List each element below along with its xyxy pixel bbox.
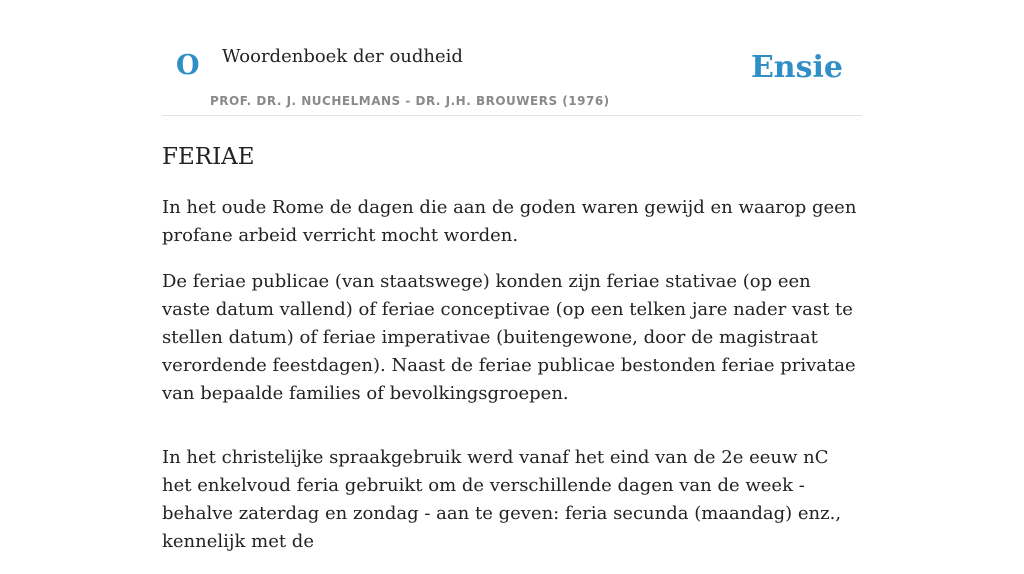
content-container [162,0,862,574]
entry-paragraph: In het christelijke spraakgebruik werd vanaf het eind van de 2e eeuw nC het enkelvoud feria gebruikt om de verschillende dagen van de week - behalve zaterdag en zondag - aan te geven: feria secunda (maandag) enz., kennelijk met de [162,446,842,552]
entry-paragraph: De feriae publicae (van staatswege) konden zijn feriae stativae (op een vaste datum vallend) of feriae conceptivae (op een telken jare nader vast te stellen datum) of feriae imperativae (buitengewone, door de magistraat verordende feestdagen). Naast de feriae publicae bestonden feriae privatae van bepaalde families of bevolkingsgroepen. [162,270,856,404]
book-authors: PROF. DR. J. NUCHELMANS - DR. J.H. BROUWERS (1976) [210,94,610,108]
book-header [162,0,862,116]
index-letter[interactable]: O [176,50,200,81]
entry-paragraph: In het oude Rome de dagen die aan de goden waren gewijd en waarop geen profane arbeid verricht mocht worden. [162,196,857,246]
entry-title: FERIAE [162,144,255,170]
ensie-logo[interactable]: Ensie [750,50,843,85]
book-title[interactable]: Woordenboek der oudheid [222,46,463,67]
